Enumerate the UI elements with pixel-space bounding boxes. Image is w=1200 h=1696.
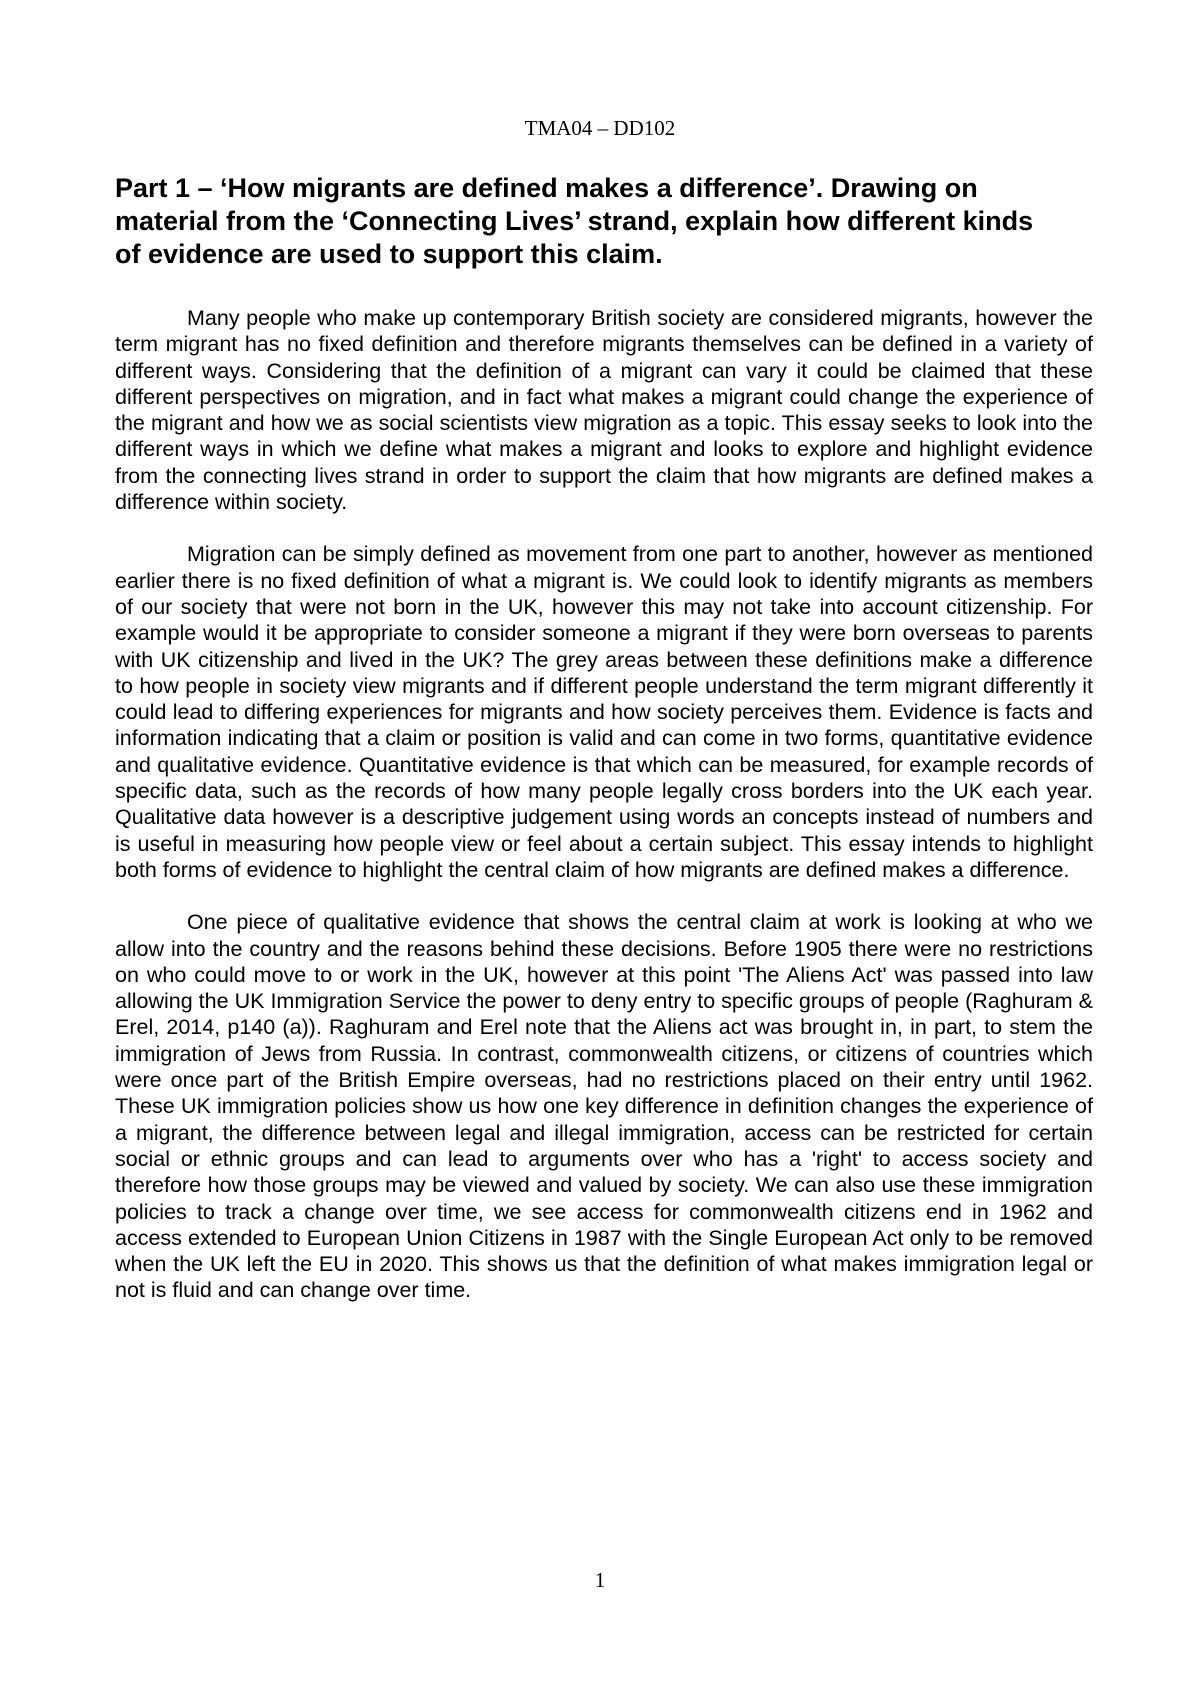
- paragraph-definition: Migration can be simply defined as movement from one part to another, however as mentioned earlier there is no fixed definition of what a migrant is. We could look to identify migrants as members of our society that were not born in the UK, however this may not take into account citizenship. For example would it be appropriate to consider someone a migrant if they were born overseas to parents with UK citizenship and lived in the UK? The grey areas between these definitions make a difference to how people in society view migrants and if different people understand the term migrant differently it could lead to differing experiences for migrants and how society perceives them. Evidence is facts and information indicating that a claim or position is valid and can come in two forms, quantitative evidence and qualitative evidence. Quantitative evidence is that which can be measured, for example records of specific data, such as the records of how many people legally cross borders into the UK each year. Qualitative data however is a descriptive judgement using words an concepts instead of numbers and is useful in measuring how people view or feel about a certain subject. This essay intends to highlight both forms of evidence to highlight the central claim of how migrants are defined makes a difference.: [115, 542, 1093, 882]
- paragraph-qualitative-evidence: One piece of qualitative evidence that shows the central claim at work is looking at who we allow into the country and the reasons behind these decisions. Before 1905 there were no restrictions on who could move to or work in the UK, however at this point 'The Aliens Act' was passed into law allowing the UK Immigration Service the power to deny entry to specific groups of people (Raghuram & Erel, 2014, p140 (a)). Raghuram and Erel note that the Aliens act was brought in, in part, to stem the immigration of Jews from Russia. In contrast, commonwealth citizens, or citizens of countries which were once part of the British Empire overseas, had no restrictions placed on their entry until 1962. These UK immigration policies show us how one key difference in definition changes the experience of a migrant, the difference between legal and illegal immigration, access can be restricted for certain social or ethnic groups and can lead to arguments over who has a 'right' to access society and therefore how those groups may be viewed and valued by society. We can also use these immigration policies to track a change over time, we see access for commonwealth citizens end in 1962 and access extended to European Union Citizens in 1987 with the Single European Act only to be removed when the UK left the EU in 2020. This shows us that the definition of what makes immigration legal or not is fluid and can change over time.: [115, 910, 1093, 1303]
- question-heading: Part 1 – ‘How migrants are defined makes a difference’. Drawing on material from the ‘Connecting Lives’ strand, explain how different kinds of evidence are used to support this claim.: [115, 173, 1034, 269]
- essay-body: [115, 305, 1093, 1330]
- document-header: TMA04 – DD102: [524, 116, 676, 140]
- page-number: 1: [594, 1568, 606, 1592]
- paragraph-intro: Many people who make up contemporary British society are considered migrants, however the term migrant has no fixed definition and therefore migrants themselves can be defined in a variety of different ways. Considering that the definition of a migrant can vary it could be claimed that these different perspectives on migration, and in fact what makes a migrant could change the experience of the migrant and how we as social scientists view migration as a topic. This essay seeks to look into the different ways in which we define what makes a migrant and looks to explore and highlight evidence from the connecting lives strand in order to support the claim that how migrants are defined makes a difference within society.: [115, 306, 1093, 515]
